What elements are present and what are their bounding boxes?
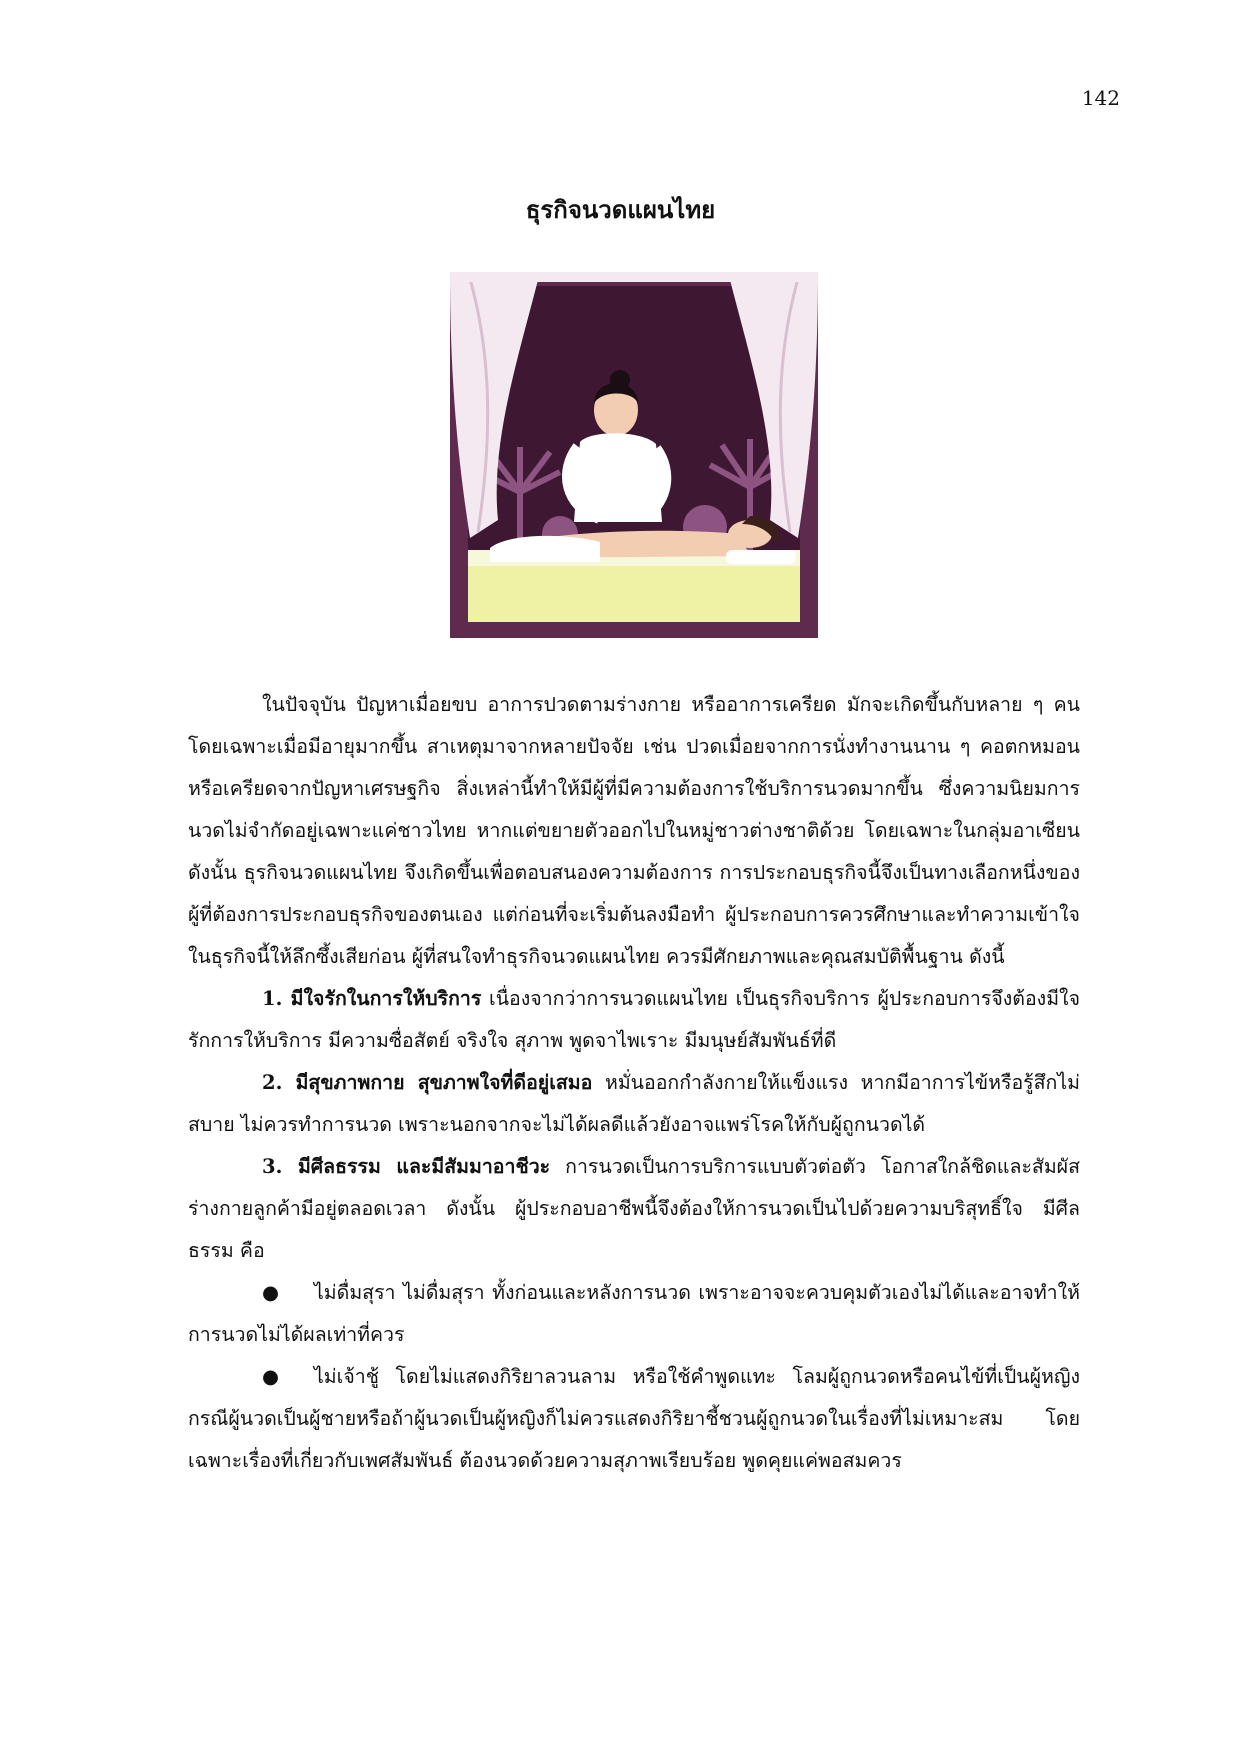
list-item [188,978,1080,1062]
list-item-text: หมั่นออกกำลังกายให้แข็งแรง หากมีอาการไข้หรือรู้สึกไม่สบาย ไม่ควรทำการนวด เพราะนอกจากจะไม่ได้ผลดีแล้วยังอาจแพร่โรคให้กับผู้ถูกนวดได้ [188,1071,1081,1136]
bullet-item [188,1272,1080,1356]
bullet-icon: ● [262,1365,280,1388]
bullet-item [188,1356,1080,1482]
list-item [188,1146,1080,1272]
page-title: ธุรกิจนวดแผนไทย [525,195,716,224]
body-text [188,684,1080,1482]
list-item-heading: 2. มีสุขภาพกาย สุขภาพใจที่ดีอยู่เสมอ [262,1071,593,1094]
page-number: 142 [1081,86,1120,110]
list-item-text: เนื่องจากว่าการนวดแผนไทย เป็นธุรกิจบริการ ผู้ประกอบการจึงต้องมีใจรักการให้บริการ มีความซื่อสัตย์ จริงใจ สุภาพ พูดจาไพเราะ มีมนุษย์สัมพันธ์ที่ดี [188,987,1080,1052]
bullet-text: ไม่เจ้าชู้ โดยไม่แสดงกิริยาลวนลาม หรือใช้คำพูดแทะ โลมผู้ถูกนวดหรือคนไข้ที่เป็นผู้หญิง กรณีผู้นวดเป็นผู้ชายหรือถ้าผู้นวดเป็นผู้หญิงก็ไม่ควรแสดงกิริยาชี้ชวนผู้ถูกนวดในเรื่องที่ไม่เหมาะสม โดยเฉพาะเรื่องที่เกี่ยวกับเพศสัมพันธ์ ต้องนวดด้วยความสุภาพเรียบร้อย พูดคุยแค่พอสมควร [188,1365,1080,1472]
list-item-heading: 3. มีศีลธรรม และมีสัมมาอาชีวะ [262,1155,551,1178]
thai-massage-illustration-icon [450,272,818,638]
list-item [188,1062,1080,1146]
bullet-text: ไม่ดื่มสุรา ไม่ดื่มสุรา ทั้งก่อนและหลังการนวด เพราะอาจจะควบคุมตัวเองไม่ได้และอาจทำให้การนวดไม่ได้ผลเท่าที่ควร [188,1281,1080,1346]
bullet-icon: ● [262,1281,280,1304]
list-item-text: การนวดเป็นการบริการแบบตัวต่อตัว โอกาสใกล้ชิดและสัมผัสร่างกายลูกค้ามีอยู่ตลอดเวลา ดังนั้น ผู้ประกอบอาชีพนี้จึงต้องให้การนวดเป็นไปด้วยความบริสุทธิ์ใจ มีศีลธรรม คือ [188,1155,1081,1262]
list-item-heading: 1. มีใจรักในการให้บริการ [262,987,482,1010]
intro-paragraph: ในปัจจุบัน ปัญหาเมื่อยขบ อาการปวดตามร่างกาย หรืออาการเครียด มักจะเกิดขึ้นกับหลาย ๆ คนโดยเฉพาะเมื่อมีอายุมากขึ้น สาเหตุมาจากหลายปัจจัย เช่น ปวดเมื่อยจากการนั่งทำงานนาน ๆ คอตกหมอน หรือเครียดจากปัญหาเศรษฐกิจ สิ่งเหล่านี้ทำให้มีผู้ที่มีความต้องการใช้บริการนวดมากขึ้น ซึ่งความนิยมการนวดไม่จำกัดอยู่เฉพาะแค่ชาวไทย หากแต่ขยายตัวออกไปในหมู่ชาวต่างชาติด้วย โดยเฉพาะในกลุ่มอาเซียน ดังนั้น ธุรกิจนวดแผนไทย จึงเกิดขึ้นเพื่อตอบสนองความต้องการ การประกอบธุรกิจนี้จึงเป็นทางเลือกหนึ่งของผู้ที่ต้องการประกอบธุรกิจของตนเอง แต่ก่อนที่จะเริ่มต้นลงมือทำ ผู้ประกอบการควรศึกษาและทำความเข้าใจในธุรกิจนี้ให้ลึกซึ้งเสียก่อน ผู้ที่สนใจทำธุรกิจนวดแผนไทย ควรมีศักยภาพและคุณสมบัติพื้นฐาน ดังนี้ [188,693,1080,968]
